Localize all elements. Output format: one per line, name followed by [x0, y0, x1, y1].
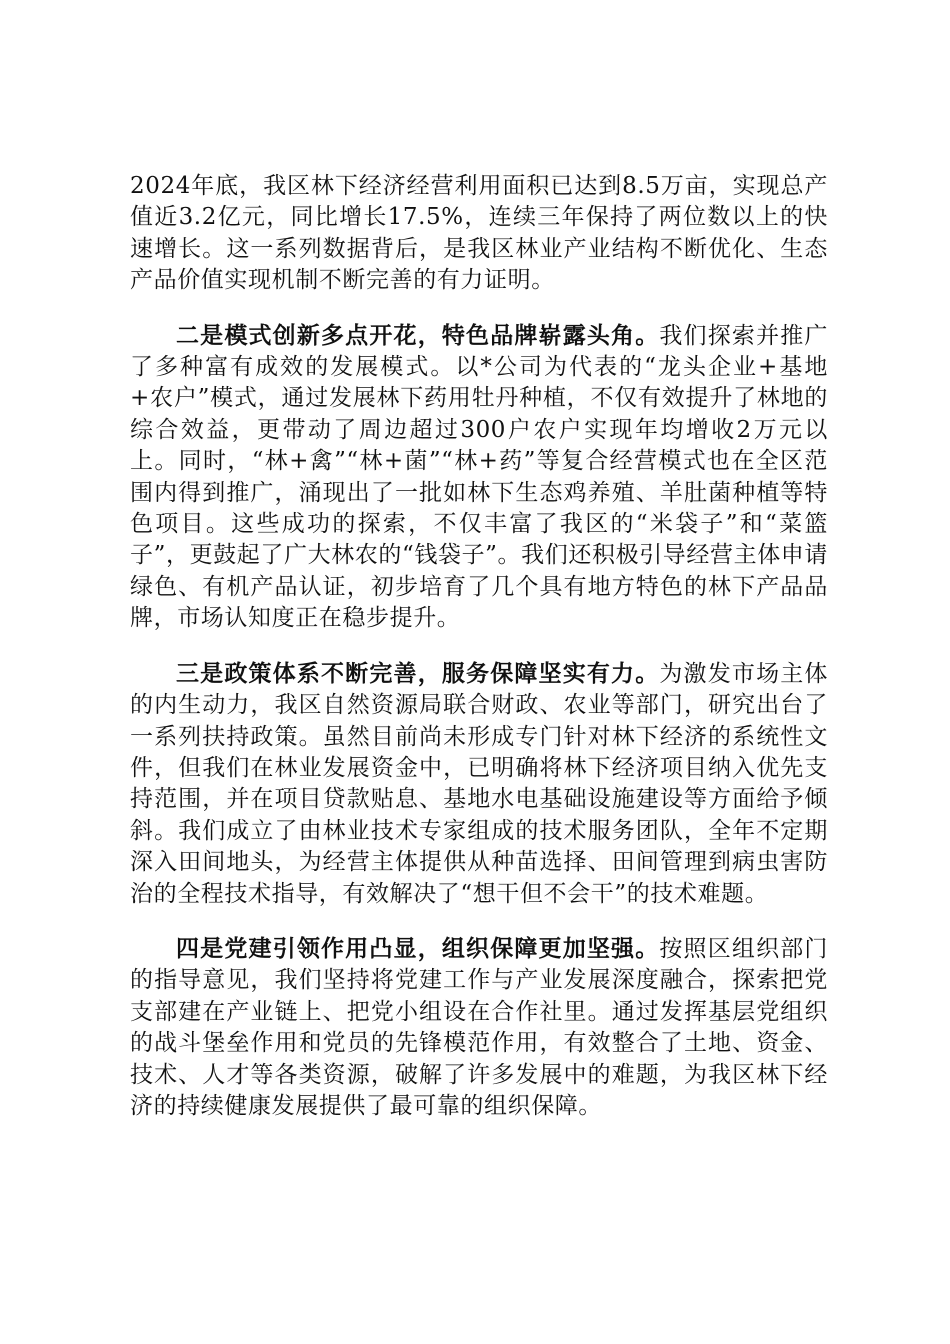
paragraph-heading: 四是党建引领作用凸显，组织保障更加坚强。 — [176, 934, 660, 962]
document-body — [130, 171, 828, 1145]
paragraph-party-building — [130, 933, 828, 1122]
paragraph-model-innovation — [130, 320, 828, 635]
paragraph-heading: 二是模式创新多点开花，特色品牌崭露头角。 — [176, 321, 660, 349]
paragraph-output-summary — [130, 171, 828, 297]
paragraph-text: 为激发市场主体的内生动力，我区自然资源局联合财政、农业等部门，研究出台了一系列扶持政策。虽然目前尚未形成专门针对林下经济的系统性文件，但我们在林业发展资金中，已明确将林下经济项目纳入优先支持范围，并在项目贷款贴息、基地水电基础设施建设等方面给予倾斜。我们成立了由林业技术专家组成的技术服务团队，全年不定期深入田间地头，为经营主体提供从种苗选择、田间管理到病虫害防治的全程技术指导，有效解决了“想干但不会干”的技术难题。 — [130, 660, 829, 907]
paragraph-text: 我们探索并推广了多种富有成效的发展模式。以*公司为代表的“龙头企业+基地+农户”模式，通过发展林下药用牡丹种植，不仅有效提升了林地的综合效益，更带动了周边超过300户农户实现年均增收2万元以上。同时，“林+禽”“林+菌”“林+药”等复合经营模式也在全区范围内得到推广，涌现出了一批如林下生态鸡养殖、羊肚菌种植等特色项目。这些成功的探索，不仅丰富了我区的“米袋子”和“菜篮子”，更鼓起了广大林农的“钱袋子”。我们还积极引导经营主体申请绿色、有机产品认证，初步培育了几个具有地方特色的林下产品品牌，市场认知度正在稳步提升。 — [130, 322, 829, 632]
paragraph-heading: 三是政策体系不断完善，服务保障坚实有力。 — [176, 659, 660, 687]
paragraph-text: 按照区组织部门的指导意见，我们坚持将党建工作与产业发展深度融合，探索把党支部建在产业链上、把党小组设在合作社里。通过发挥基层党组织的战斗堡垒作用和党员的先锋模范作用，有效整合了土地、资金、技术、人才等各类资源，破解了许多发展中的难题，为我区林下经济的持续健康发展提供了最可靠的组织保障。 — [130, 935, 829, 1119]
paragraph-text: 2024年底，我区林下经济经营利用面积已达到8.5万亩，实现总产值近3.2亿元，同比增长17.5%，连续三年保持了两位数以上的快速增长。这一系列数据背后，是我区林业产业结构不断优化、生态产品价值实现机制不断完善的有力证明。 — [130, 173, 828, 294]
paragraph-policy-support — [130, 658, 828, 910]
